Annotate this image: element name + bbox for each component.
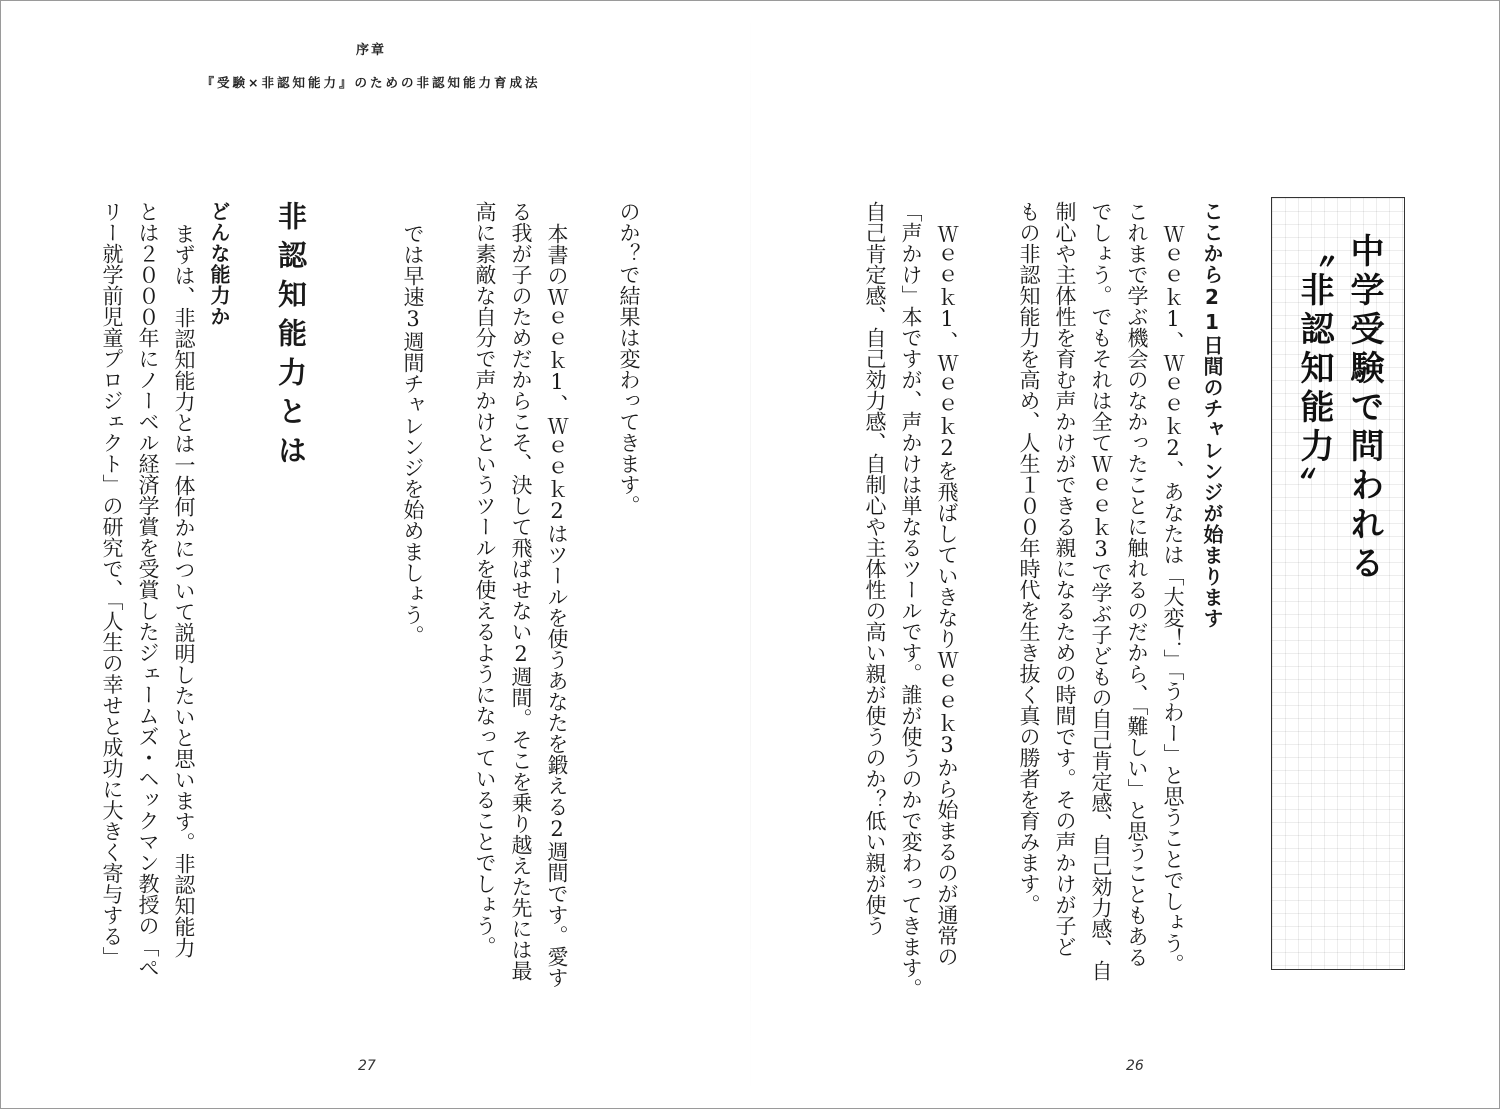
body-line: まずは、非認知能力とは一体何かについて説明したいと思います。非認知能力 bbox=[172, 223, 196, 958]
title-line-1: 中学受験で問われる bbox=[1344, 233, 1384, 584]
section-heading-challenge: ここから21日間のチャレンジが始まります bbox=[1200, 201, 1224, 629]
running-head-subtitle: 『受験×非認知能力』のための非認知能力育成法 bbox=[201, 75, 541, 90]
body-line: でしょう。でもそれは全てＷｅｅｋ3で学ぶ子どもの自己肯定感、自己効力感、自 bbox=[1089, 201, 1113, 981]
body-line: とは２０００年にノーベル経済学賞を受賞したジェームズ・ヘックマン教授の「ぺ bbox=[136, 201, 160, 978]
body-line: のか？で結果は変わってきます。 bbox=[617, 201, 641, 516]
title-box bbox=[1271, 197, 1405, 970]
body-line: では早速3週間チャレンジを始めましょう。 bbox=[401, 223, 425, 646]
body-line: 制心や主体性を育む声かけができる親になるための時間です。その声かけが子ど bbox=[1053, 201, 1077, 957]
title-line-2: 〝非認知能力〟 bbox=[1294, 233, 1334, 506]
book-gutter bbox=[750, 1, 751, 1108]
body-line: Ｗｅｅｋ1、Ｗｅｅｋ2を飛ばしていきなりＷｅｅｋ3から始まるのが通常の bbox=[935, 223, 959, 967]
body-line: 高に素敵な自分で声かけというツールを使えるようになっていることでしょう。 bbox=[473, 201, 497, 957]
body-line: もの非認知能力を高め、人生１００年時代を生き抜く真の勝者を育みます。 bbox=[1017, 201, 1041, 915]
body-line: 「声かけ」本ですが、声かけは単なるツールです。誰が使うのかで変わってきます。 bbox=[899, 201, 923, 999]
body-line: リー就学前児童プロジェクト」の研究で、「人生の幸せと成功に大きく寄与する」 bbox=[100, 201, 124, 968]
body-line: 自己肯定感、自己効力感、自制心や主体性の高い親が使うのか？低い親が使う bbox=[863, 201, 887, 936]
page-number-left: 27 bbox=[358, 1058, 376, 1074]
sub-heading-ability: どんな能力か bbox=[207, 201, 231, 327]
body-line: Ｗｅｅｋ1、Ｗｅｅｋ2、あなたは「大変！」「うわー」と思うことでしょう。 bbox=[1161, 223, 1185, 975]
body-line: る我が子のためだからこそ、決して飛ばせない2週間。そこを乗り越えた先には最 bbox=[509, 201, 533, 981]
body-line: 本書のＷｅｅｋ1、Ｗｅｅｋ2はツールを使うあなたを鍛える2週間です。愛す bbox=[545, 223, 569, 988]
body-line: これまで学ぶ機会のなかったことに触れるのだから、「難しい」と思うこともある bbox=[1125, 201, 1149, 968]
section-heading-noncognitive: 非認知能力とは bbox=[274, 201, 308, 474]
running-head-chapter: 序章 bbox=[355, 43, 386, 58]
page-number-right: 26 bbox=[1126, 1058, 1144, 1074]
